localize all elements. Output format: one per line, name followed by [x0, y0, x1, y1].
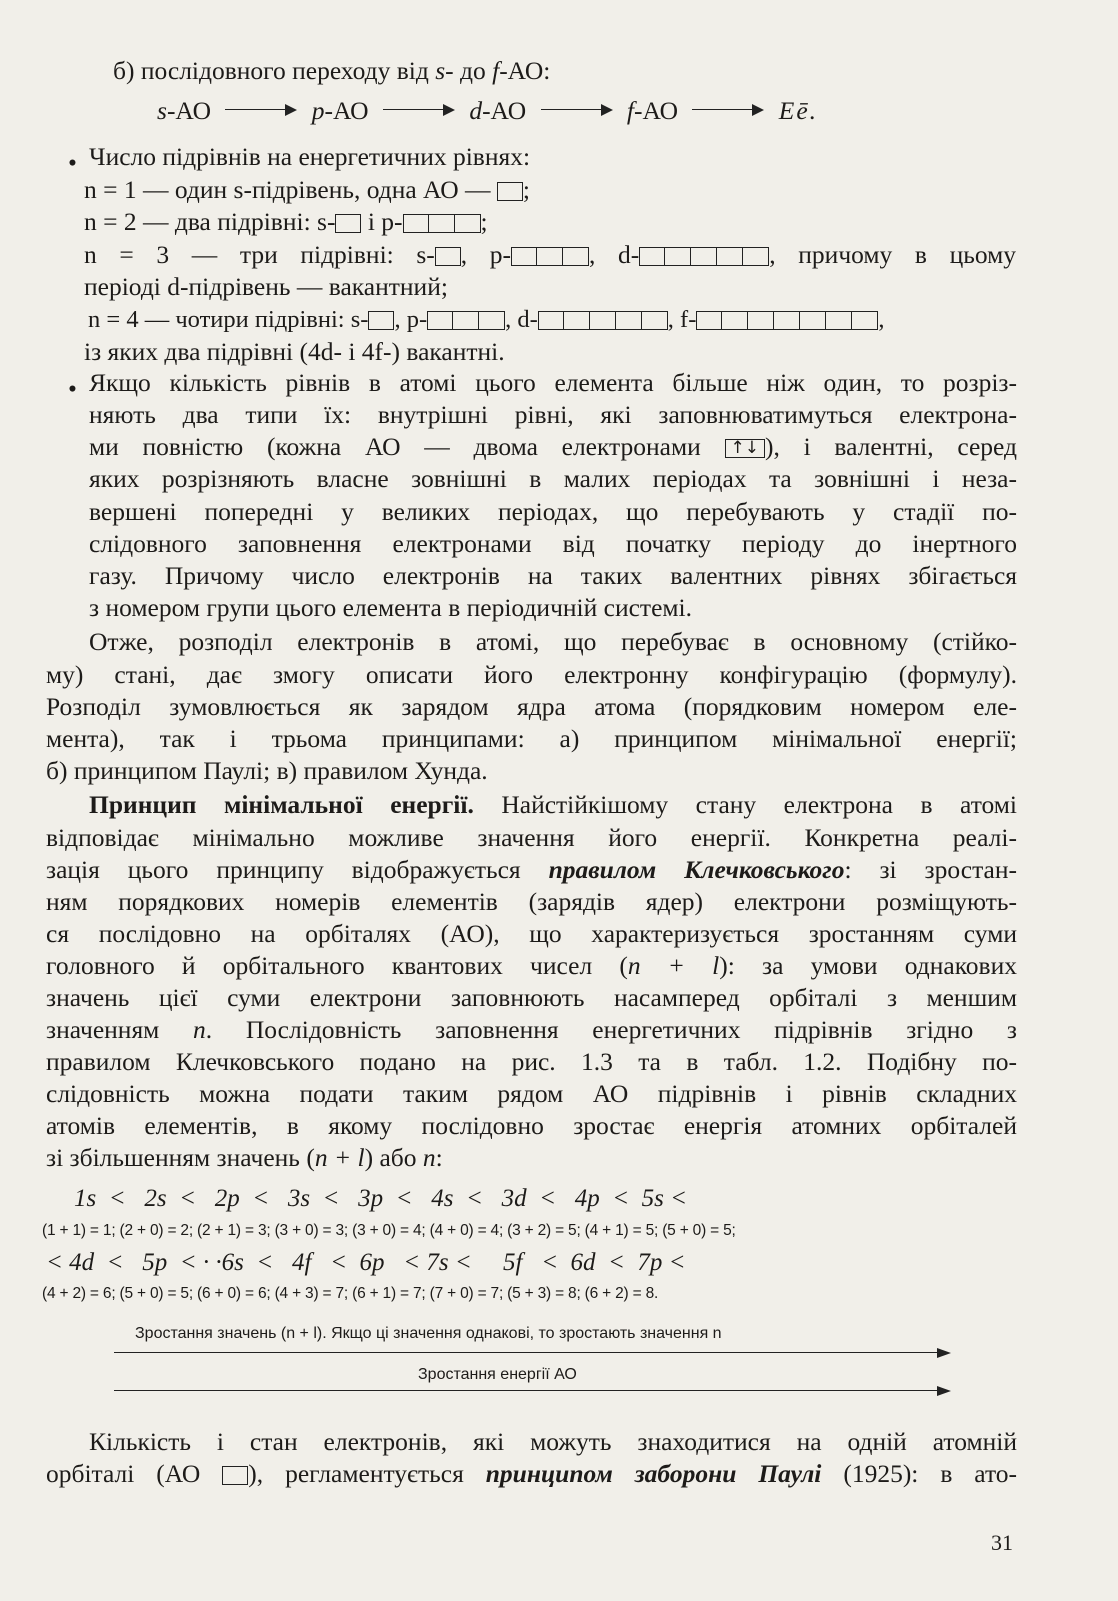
right-arrow-icon: [225, 103, 297, 117]
p-orbital-boxes-icon: [403, 214, 481, 233]
arrow-head-icon: [937, 1348, 951, 1358]
paragraph-line: б) принципом Паулі; в) правилом Хунда.: [46, 756, 488, 785]
paragraph-line: зі збільшенням значень (n + l) або n:: [46, 1143, 443, 1172]
orbital-series-row2: < 4d < 5p < · ·6s < 4f < 6p < 7s < 5f < 6d < 7p <: [46, 1249, 686, 1276]
paragraph-line: му) стані, дає змогу описати його електронну конфігурацію (формулу).: [46, 660, 1017, 689]
paragraph-line: атомів елементів, в якому послідовно зростає енергія атомних орбіталей: [46, 1111, 1017, 1140]
bullet2-line: Якщо кількість рівнів в атомі цього елемента більше ніж один, то розріз-: [89, 368, 1017, 397]
orbital-box-icon: [222, 1466, 248, 1485]
paragraph-line: зація цього принципу відображується правилом Клечковського: зі зростан-: [46, 855, 1017, 884]
paragraph-line: значенням n. Послідовність заповнення енергетичних підрівнів згідно з: [46, 1015, 1017, 1044]
orbital-box-icon: [335, 214, 361, 233]
orbital-sums-row2: (4 + 2) = 6; (5 + 0) = 5; (6 + 0) = 6; (4 + 3) = 7; (6 + 1) = 7; (7 + 0) = 7; (5 + 3) = 8; (6 + 2) = 8.: [42, 1285, 659, 1302]
right-arrow-icon: [383, 103, 455, 117]
bullet2-line: яких розрізняють власне зовнішні в малих періодах та зовнішні і неза-: [89, 464, 1017, 493]
paragraph-line: головного й орбітального квантових чисел (n + l): за умови однакових: [46, 951, 1017, 980]
p-orbital-boxes-icon: [427, 311, 505, 330]
bullet-marker: •: [68, 374, 77, 403]
bullet2-line: газу. Причому число електронів на таких валентних рівнях збігається: [89, 561, 1017, 590]
paragraph-line: слідовність можна подати таким рядом АО підрівнів і рівнів складних: [46, 1079, 1017, 1108]
right-arrow-icon: [541, 103, 613, 117]
d-orbital-boxes-icon: [538, 311, 668, 330]
orbital-box-icon: [435, 247, 461, 266]
sublevel-n1: n = 1 — один s-підрівень, одна АО — ;: [84, 175, 530, 204]
arrow-caption-energy: Зростання енергії АО: [418, 1366, 577, 1383]
page-number: 31: [991, 1530, 1013, 1555]
electron-pair-box-icon: ↑↓: [725, 439, 766, 458]
increase-arrow-line: [114, 1352, 940, 1353]
orbital-series-row1: 1s < 2s < 2p < 3s < 3p < 4s < 3d < 4p < 5s <: [74, 1185, 687, 1212]
orbital-sums-row1: (1 + 1) = 1; (2 + 0) = 2; (2 + 1) = 3; (3 + 0) = 3; (3 + 0) = 4; (4 + 0) = 4; (3 + 2) = 5; (4 + 1) = 5; (5 + 0) = 5;: [42, 1222, 736, 1239]
intro-line: б) послідовного переходу від s- до f-АО:: [113, 56, 551, 85]
right-arrow-icon: [692, 103, 764, 117]
orbital-box-icon: [497, 182, 523, 201]
bullet2-line: няють два типи їх: внутрішні рівні, які заповнюватимуться електрона-: [89, 400, 1017, 429]
paragraph-line: Кількість і стан електронів, які можуть знаходитися на одній атомній: [89, 1427, 1017, 1456]
orbital-box-icon: [368, 311, 394, 330]
paragraph-line: значень цієї суми електрони заповнюють насамперед орбіталі з меншим: [46, 983, 1017, 1012]
bullet-marker: •: [68, 148, 77, 177]
bullet2-line: ми повністю (кожна АО — двома електронами ↑↓ ), і валентні, серед: [89, 432, 1018, 461]
paragraph-line: ся послідовно на орбіталях (АО), що характеризується зростанням суми: [46, 919, 1017, 948]
sublevels-title: Число підрівнів на енергетичних рівнях:: [89, 142, 531, 171]
sublevel-n3-note: періоді d-підрівень — вакантний;: [84, 272, 448, 301]
paragraph-line: орбіталі (АО ), регламентується принципом заборони Паулі (1925): в ато-: [46, 1459, 1017, 1488]
d-orbital-boxes-icon: [639, 247, 769, 266]
paragraph-line: Отже, розподіл електронів в атомі, що перебуває в основному (стійко-: [89, 627, 1017, 656]
p-orbital-boxes-icon: [511, 247, 589, 266]
sublevel-n4: n = 4 — чотири підрівні: s- , p- , d- , f- ,: [88, 306, 885, 333]
arrow-caption-n-plus-l: Зростання значень (n + l). Якщо ці значення однакові, то зростають значення n: [135, 1325, 722, 1342]
bullet2-line: з номером групи цього елемента в періодичній системі.: [89, 593, 692, 622]
section-heading: Принцип мінімальної енергії.: [89, 790, 474, 819]
bullet2-line: вершені попередні у великих періодах, що перебувають у стадії по-: [89, 497, 1017, 526]
energy-arrow-line: [114, 1390, 940, 1391]
paragraph-line: відповідає мінімально можливе значення його енергії. Конкретна реалі-: [46, 823, 1017, 852]
sublevel-n4-note: із яких два підрівні (4d- і 4f-) вакантні.: [84, 337, 505, 366]
sublevel-n3: n = 3 — три підрівні: s- , p- , d- , причому в цьому: [84, 240, 1017, 269]
bullet2-line: слідовного заповнення електронами від початку періоду до інертного: [89, 529, 1017, 558]
paragraph-line: Розподіл зумовлюється як зарядом ядра атома (порядковим номером еле-: [46, 692, 1017, 721]
arrow-head-icon: [937, 1386, 951, 1396]
paragraph-line: ням порядкових номерів елементів (зарядів ядер) електрони розміщують-: [46, 887, 1017, 916]
paragraph-line: правилом Клечковського подано на рис. 1.3 та в табл. 1.2. Подібну по-: [46, 1047, 1017, 1076]
transition-chain: s-АО p-АО d-АО f-АО Eē.: [157, 96, 819, 125]
sublevel-n2: n = 2 — два підрівні: s- і p- ;: [84, 207, 488, 236]
paragraph-line: Принцип мінімальної енергії. Найстійкішому стану електрона в атомі: [89, 790, 1017, 819]
paragraph-line: мента), так і трьома принципами: а) принципом мінімальної енергії;: [46, 724, 1017, 753]
f-orbital-boxes-icon: [696, 311, 878, 330]
